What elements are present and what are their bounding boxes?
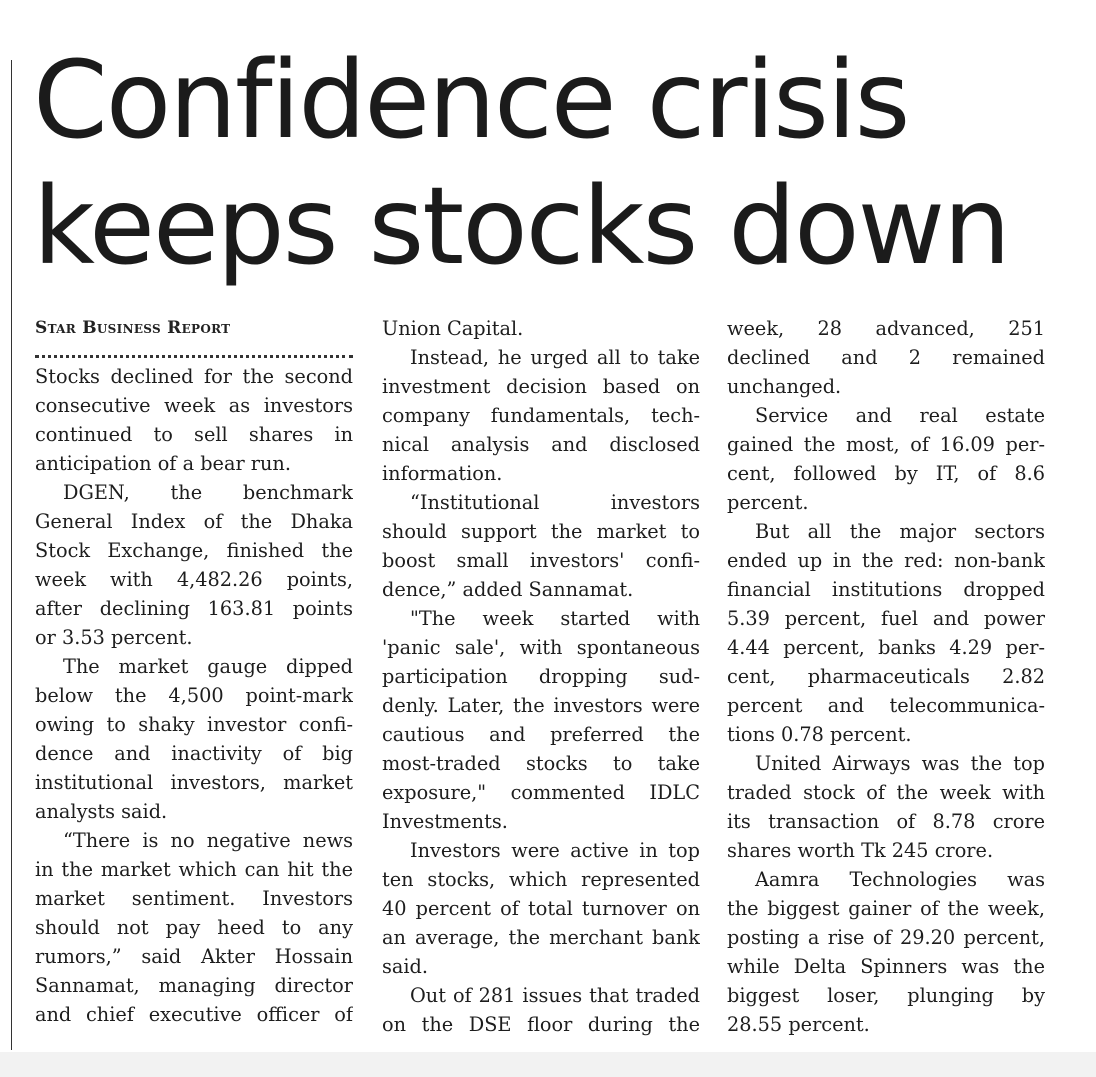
text-line: ten stocks, which represented xyxy=(382,868,700,891)
column-rule-left xyxy=(11,60,12,1050)
text-line: market sentiment. Investors xyxy=(35,887,353,910)
text-line: company fundamentals, tech- xyxy=(382,404,700,427)
text-line: most-traded stocks to take xyxy=(382,752,700,775)
text-line: consecutive week as investors xyxy=(35,394,353,417)
text-line: dence and inactivity of big xyxy=(35,742,353,765)
article-column-2 xyxy=(382,314,700,1039)
text-line: Out of 281 issues that traded xyxy=(410,984,700,1007)
text-line: week, 28 advanced, 251 xyxy=(727,317,1045,340)
text-line: “There is no negative news xyxy=(63,829,353,852)
text-line: investment decision based on xyxy=(382,375,700,398)
text-line: “Institutional investors xyxy=(410,491,700,514)
column-text xyxy=(727,314,1045,1039)
text-line: Stock Exchange, finished the xyxy=(35,539,353,562)
text-line: gained the most, of 16.09 per- xyxy=(727,433,1045,456)
text-line: continued to sell shares in xyxy=(35,423,353,446)
text-line: But all the major sectors xyxy=(755,520,1045,543)
text-line: week with 4,482.26 points, xyxy=(35,568,353,591)
text-line: cautious and preferred the xyxy=(382,723,700,746)
text-line: General Index of the Dhaka xyxy=(35,510,353,533)
text-line: percent and telecommunica- xyxy=(727,694,1045,717)
text-line: an average, the merchant bank xyxy=(382,926,700,949)
text-line: The market gauge dipped xyxy=(63,655,353,678)
text-line: Aamra Technologies was xyxy=(755,868,1045,891)
article-column-1 xyxy=(35,314,353,1029)
text-line: denly. Later, the investors were xyxy=(382,694,700,717)
text-line: percent. xyxy=(727,491,809,514)
text-line: Instead, he urged all to take xyxy=(410,346,700,369)
text-line: DGEN, the benchmark xyxy=(63,481,353,504)
text-line: should support the market to xyxy=(382,520,700,543)
text-line: its transaction of 8.78 crore xyxy=(727,810,1045,833)
text-line: said. xyxy=(382,955,429,978)
headline-line-1: Confidence crisis xyxy=(33,39,909,163)
text-line: on the DSE floor during the xyxy=(382,1013,700,1036)
text-line: Union Capital. xyxy=(382,317,524,340)
text-line: should not pay heed to any xyxy=(35,916,353,939)
text-line: after declining 163.81 points xyxy=(35,597,353,620)
column-text xyxy=(382,314,700,1039)
text-line: dence,” added Sannamat. xyxy=(382,578,634,601)
text-line: boost small investors' confi- xyxy=(382,549,700,572)
text-line: 5.39 percent, fuel and power xyxy=(727,607,1045,630)
text-line: cent, followed by IT, of 8.6 xyxy=(727,462,1045,485)
page-bottom-margin xyxy=(0,1052,1096,1077)
byline: Star Business Report xyxy=(35,318,231,338)
text-line: or 3.53 percent. xyxy=(35,626,193,649)
text-line: below the 4,500 point-mark xyxy=(35,684,353,707)
text-line: and chief executive officer of xyxy=(35,1003,353,1026)
text-line: cent, pharmaceuticals 2.82 xyxy=(727,665,1045,688)
article-column-3 xyxy=(727,314,1045,1039)
text-line: 4.44 percent, banks 4.29 per- xyxy=(727,636,1045,659)
text-line: Investors were active in top xyxy=(410,839,700,862)
text-line: 40 percent of total turnover on xyxy=(382,897,700,920)
text-line: traded stock of the week with xyxy=(727,781,1045,804)
text-line: institutional investors, market xyxy=(35,771,353,794)
column-text xyxy=(35,362,353,1029)
byline-dotted-divider xyxy=(35,341,353,358)
text-line: unchanged. xyxy=(727,375,842,398)
text-line: in the market which can hit the xyxy=(35,858,353,881)
text-line: anticipation of a bear run. xyxy=(35,452,291,475)
text-line: rumors,” said Akter Hossain xyxy=(35,945,353,968)
headline-line-2: keeps stocks down xyxy=(33,165,1009,289)
text-line: nical analysis and disclosed xyxy=(382,433,700,456)
text-line: information. xyxy=(382,462,503,485)
text-line: Sannamat, managing director xyxy=(35,974,353,997)
text-line: owing to shaky investor confi- xyxy=(35,713,353,736)
text-line: exposure," commented IDLC xyxy=(382,781,700,804)
text-line: "The week started with xyxy=(410,607,700,630)
text-line: 'panic sale', with spontaneous xyxy=(382,636,700,659)
text-line: while Delta Spinners was the xyxy=(727,955,1045,978)
text-line: United Airways was the top xyxy=(755,752,1045,775)
text-line: participation dropping sud- xyxy=(382,665,700,688)
text-line: tions 0.78 percent. xyxy=(727,723,912,746)
text-line: posting a rise of 29.20 percent, xyxy=(727,926,1045,949)
text-line: 28.55 percent. xyxy=(727,1013,870,1036)
text-line: Stocks declined for the second xyxy=(35,365,353,388)
text-line: the biggest gainer of the week, xyxy=(727,897,1045,920)
text-line: biggest loser, plunging by xyxy=(727,984,1045,1007)
text-line: Service and real estate xyxy=(755,404,1045,427)
text-line: shares worth Tk 245 crore. xyxy=(727,839,994,862)
text-line: analysts said. xyxy=(35,800,168,823)
text-line: financial institutions dropped xyxy=(727,578,1045,601)
headline xyxy=(33,38,1009,290)
text-line: Investments. xyxy=(382,810,508,833)
text-line: ended up in the red: non-bank xyxy=(727,549,1045,572)
text-line: declined and 2 remained xyxy=(727,346,1045,369)
